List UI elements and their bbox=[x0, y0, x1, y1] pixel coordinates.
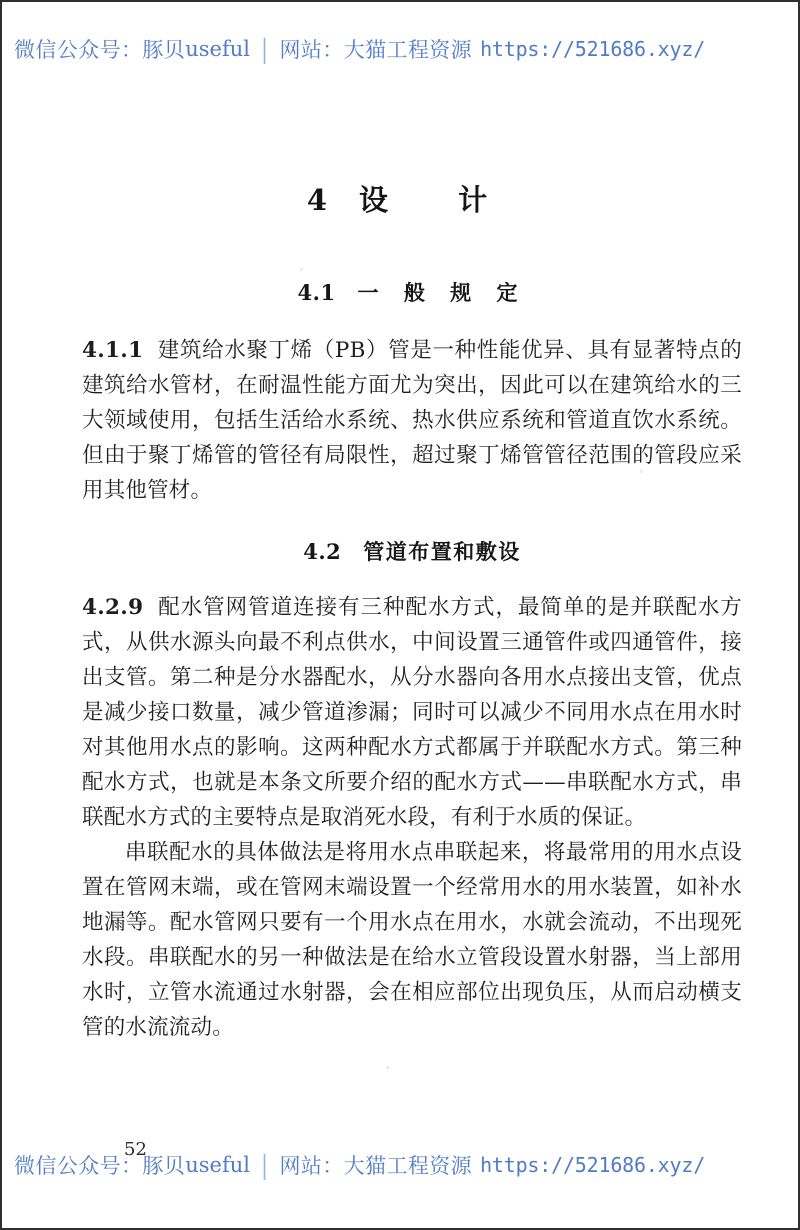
clause-4-2-9-paragraph-1: 配水管网管道连接有三种配水方式，最简单的是并联配水方式，从供水源头向最不利点供水，中间设置三通管件或四通管件，接出支管。第二种是分水器配水，从分水器向各用水点接出支管，优点是减少接口数量，减少管道渗漏；同时可以减少不同用水点在用水时对其他用水点的影响。这两种配水方式都属于并联配水方式。第三种配水方式，也就是本条文所要介绍的配水方式——串联配水方式，串联配水方式的主要特点是取消死水段，有利于水质的保证。 bbox=[82, 595, 742, 830]
watermark-footer-wechat-account-cjk: 豚贝 bbox=[142, 1154, 186, 1178]
chapter-title-text: 设 计 bbox=[359, 183, 518, 217]
watermark-footer-separator: | bbox=[260, 1150, 269, 1180]
scan-speckle bbox=[300, 268, 303, 271]
clause-number-4-2-9: 4.2.9 bbox=[82, 595, 144, 620]
chapter-heading bbox=[82, 178, 742, 219]
watermark-footer-website-label: 网站： bbox=[279, 1154, 344, 1178]
clause-4-2-9-paragraph-2: 串联配水的具体做法是将用水点串联起来，将最常用的用水点设置在管网末端，或在管网末端设置一个经常用水的用水装置，如补水地漏等。配水管网只要有一个用水点在用水，水就会流动，不出现死水段。串联配水的另一种做法是在给水立管段设置水射器，当上部用水时，立管水流通过水射器，会在相应部位出现负压，从而启动横支管的水流流动。 bbox=[82, 840, 742, 1040]
section-heading-4-2 bbox=[82, 536, 742, 566]
page-number: 52 bbox=[124, 1139, 147, 1160]
watermark-website-name: 大猫工程资源 bbox=[343, 38, 473, 62]
scan-speckle bbox=[640, 470, 643, 473]
clause-4-1-1 bbox=[82, 333, 742, 508]
watermark-website-url[interactable]: https://521686.xyz/ bbox=[480, 37, 706, 61]
watermark-website-label: 网站： bbox=[279, 38, 344, 62]
section-title-text-4-2: 管道布置和敷设 bbox=[363, 539, 521, 564]
watermark-separator: | bbox=[260, 34, 269, 64]
watermark-wechat-account-latin: useful bbox=[185, 37, 250, 61]
document-body bbox=[82, 0, 742, 1045]
watermark-footer-website-name: 大猫工程资源 bbox=[343, 1154, 473, 1178]
clause-4-2-9-paragraph-2-wrapper bbox=[82, 835, 742, 1045]
chapter-number: 4 bbox=[306, 183, 330, 217]
watermark-footer-wechat-account-latin: useful bbox=[185, 1153, 250, 1177]
section-number-4-2: 4.2 bbox=[303, 539, 342, 564]
watermark-wechat-account-cjk: 豚贝 bbox=[142, 38, 186, 62]
clause-number-4-1-1: 4.1.1 bbox=[82, 338, 144, 363]
scan-speckle bbox=[386, 1066, 389, 1069]
section-heading-4-1 bbox=[82, 277, 742, 307]
watermark-footer bbox=[0, 1148, 800, 1182]
section-number-4-1: 4.1 bbox=[297, 280, 336, 305]
clause-4-2-9 bbox=[82, 590, 742, 835]
watermark-footer-website-url[interactable]: https://521686.xyz/ bbox=[480, 1153, 706, 1177]
watermark-footer-wechat-label: 微信公众号： bbox=[14, 1154, 143, 1178]
clause-4-1-1-paragraph-1: 建筑给水聚丁烯（PB）管是一种性能优异、具有显著特点的建筑给水管材，在耐温性能方面尤为突出，因此可以在建筑给水的三大领域使用，包括生活给水系统、热水供应系统和管道直饮水系统。但由于聚丁烯管的管径有局限性，超过聚丁烯管管径范围的管段应采用其他管材。 bbox=[82, 338, 742, 503]
section-title-text-4-1: 一 般 规 定 bbox=[357, 280, 527, 305]
watermark-wechat-label: 微信公众号： bbox=[14, 38, 143, 62]
